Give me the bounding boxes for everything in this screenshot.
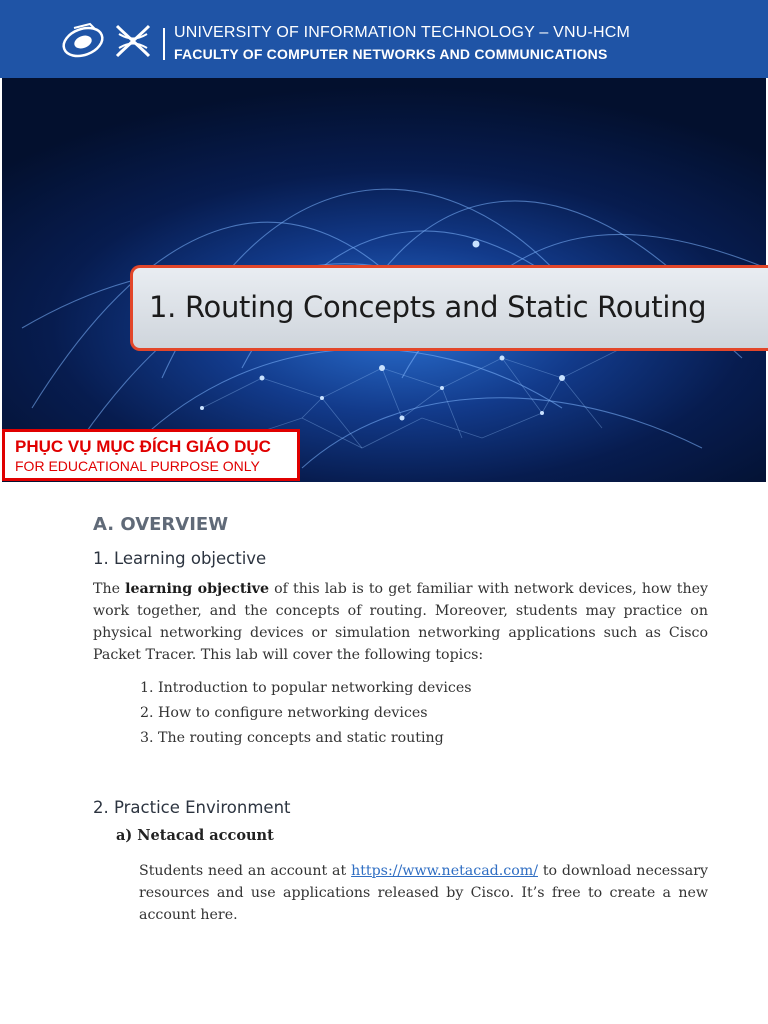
para2-rest: to download necessary resources and use applications released by Cisco. It’s free to create a new account here. <box>139 863 708 923</box>
netacad-paragraph <box>139 860 708 926</box>
list-item: 1. Introduction to popular networking devices <box>140 680 472 696</box>
para1-bold: learning objective <box>125 581 270 597</box>
section-heading-overview: A. OVERVIEW <box>93 514 229 535</box>
educational-purpose-badge <box>2 429 300 481</box>
netacad-link[interactable]: https://www.netacad.com/ <box>351 863 538 879</box>
subheading-netacad-account: a) Netacad account <box>116 827 274 844</box>
badge-vietnamese-text: PHỤC VỤ MỤC ĐÍCH GIÁO DỤC <box>15 437 271 456</box>
subheading-practice-environment: 2. Practice Environment <box>93 798 291 817</box>
lab-title: 1. Routing Concepts and Static Routing <box>149 290 707 324</box>
list-item: 3. The routing concepts and static routing <box>140 730 444 746</box>
subheading-learning-objective: 1. Learning objective <box>93 549 267 568</box>
badge-english-text: FOR EDUCATIONAL PURPOSE ONLY <box>15 458 260 474</box>
uit-logo-icon <box>60 20 106 60</box>
topics-list <box>140 677 472 752</box>
title-banner <box>130 265 768 351</box>
para1-prefix: The <box>93 581 126 597</box>
university-name: UNIVERSITY OF INFORMATION TECHNOLOGY – VNU-HCM <box>174 24 631 41</box>
header-bar <box>0 0 768 78</box>
para2-prefix: Students need an account at <box>139 863 352 879</box>
faculty-logo-icon <box>113 22 153 60</box>
list-item: 2. How to configure networking devices <box>140 705 428 721</box>
header-divider <box>163 28 165 60</box>
learning-objective-paragraph <box>93 578 708 666</box>
para1-rest: of this lab is to get familiar with network devices, how they work together, and the concepts of routing. Moreover, students may practice on physical networking devices or simulation networking applications such as Cisco Packet Tracer. This lab will cover the following topics: <box>93 581 708 663</box>
faculty-name: FACULTY OF COMPUTER NETWORKS AND COMMUNICATIONS <box>174 46 608 62</box>
